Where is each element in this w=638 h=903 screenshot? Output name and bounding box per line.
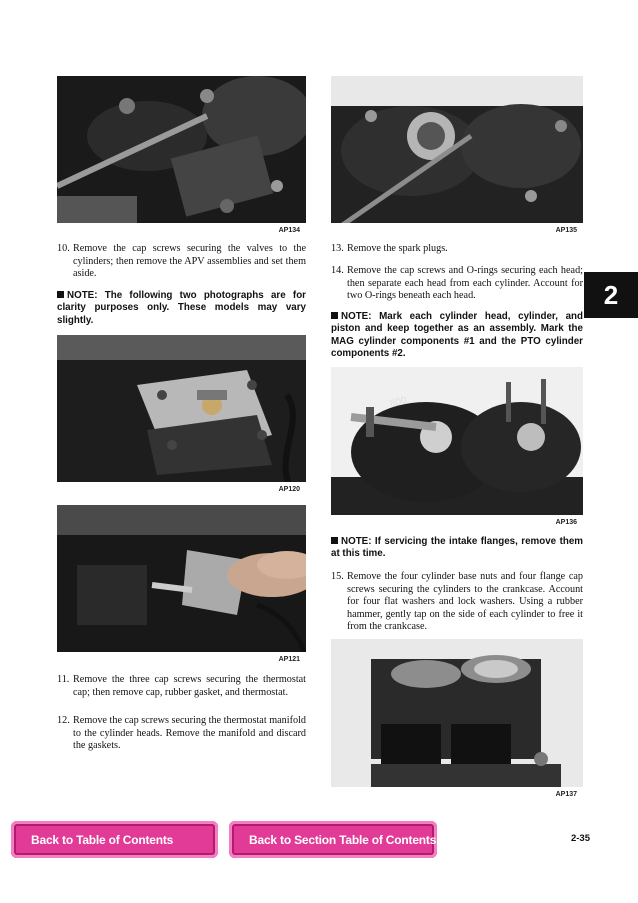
note-square-icon xyxy=(331,537,338,544)
step-number: 13. xyxy=(331,243,344,254)
note-square-icon xyxy=(331,312,338,319)
note-text: NOTE: If servicing the intake flanges, remove them at this time. xyxy=(331,536,583,560)
note-photo-clarity xyxy=(57,290,306,327)
step-number: 12. xyxy=(57,715,70,726)
step-number: 11. xyxy=(57,674,70,685)
note-intake-flanges xyxy=(331,536,583,561)
page-number: 2-35 xyxy=(570,833,590,844)
step-14 xyxy=(331,265,583,303)
photo-apv-valve-removal xyxy=(57,76,306,237)
step-11 xyxy=(57,674,306,699)
note-text: NOTE: The following two photographs are for clarity purposes only. These models may vary slightly. xyxy=(57,290,306,326)
note-text: NOTE: Mark each cylinder head, cylinder, and piston and keep together as an assembly. Mark the MAG cylinder components #1 and the PTO cylinder components #2. xyxy=(331,311,583,360)
step-text: Remove the spark plugs. xyxy=(347,243,448,254)
step-13 xyxy=(331,243,583,256)
step-15 xyxy=(331,571,583,634)
photo-code: AP121 xyxy=(278,656,300,663)
step-10 xyxy=(57,243,306,281)
step-text: Remove the cap screws and O-rings securing each head; then separate each head from each cylinder. Account for two O-rings beneath each head. xyxy=(347,265,583,302)
photo-code: AP120 xyxy=(278,486,300,493)
photo-code: AP136 xyxy=(555,519,577,526)
step-text: Remove the cap screws securing the thermostat manifold to the cylinder heads. Remove the manifold and discard the gaskets. xyxy=(73,715,306,752)
back-to-section-toc-label: Back to Section Table of Contents xyxy=(249,832,437,847)
photo-apv-hand-removal xyxy=(57,505,306,666)
step-text: Remove the four cylinder base nuts and four flange cap screws securing the cylinders to the crankcase. Account for four flat washers and lock washers. Using a rubber hammer, gently tap on the side of each cylinder to free it from the crankcase. xyxy=(347,571,583,633)
photo-cylinder-removal xyxy=(331,639,583,801)
photo-code: AP134 xyxy=(278,227,300,234)
photo-code: AP137 xyxy=(555,791,577,798)
note-mark-components xyxy=(331,311,583,361)
step-text: Remove the cap screws securing the valves to the cylinders; then remove the APV assemblies and set them aside. xyxy=(73,243,306,280)
section-tab: 2 xyxy=(584,272,638,318)
step-number: 15. xyxy=(331,571,344,582)
step-text: Remove the three cap screws securing the thermostat cap; then remove cap, rubber gasket, and thermostat. xyxy=(73,674,306,698)
back-to-toc-button[interactable] xyxy=(11,821,218,858)
step-12 xyxy=(57,715,306,753)
note-square-icon xyxy=(57,291,64,298)
photo-cylinder-heads xyxy=(331,367,583,529)
photo-spark-plug-heads xyxy=(331,76,583,237)
svg-text:800: 800 xyxy=(388,394,408,410)
back-to-section-toc-button[interactable] xyxy=(229,821,437,858)
photo-apv-assembly xyxy=(57,335,306,496)
step-number: 10. xyxy=(57,243,70,254)
step-number: 14. xyxy=(331,265,344,276)
back-to-toc-label: Back to Table of Contents xyxy=(31,832,174,847)
photo-code: AP135 xyxy=(555,227,577,234)
